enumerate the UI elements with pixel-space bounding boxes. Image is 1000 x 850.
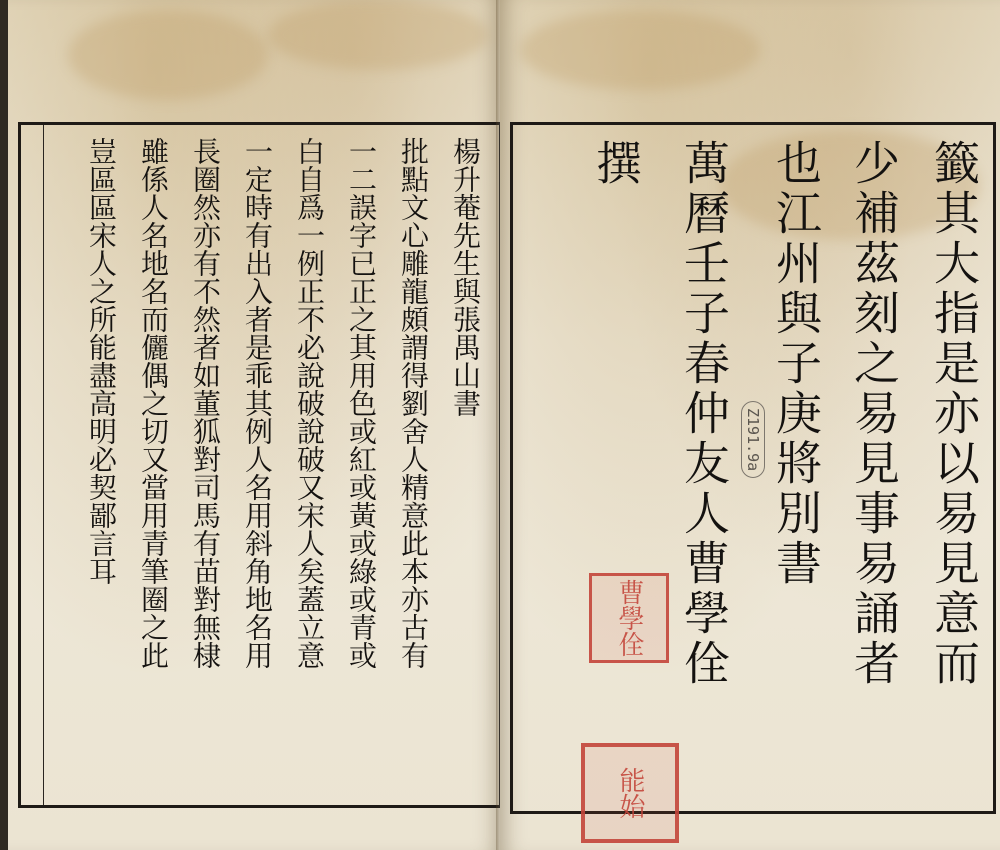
red-seal-stamp: 曹學佺 bbox=[589, 573, 669, 663]
text-column: 也江州與子庚將別書 bbox=[769, 139, 823, 589]
right-page bbox=[500, 0, 1000, 850]
text-column: 一定時有出入者是乖其例人名用斜角地名用 bbox=[241, 137, 274, 669]
water-stain bbox=[68, 10, 268, 100]
water-stain bbox=[268, 0, 488, 70]
text-column: 白自爲一例正不必說破說破又宋人矣蓋立意 bbox=[293, 137, 326, 669]
text-column: 撰 bbox=[589, 139, 643, 189]
left-page bbox=[8, 0, 500, 850]
text-column: 少補茲刻之易見事易誦者 bbox=[847, 139, 901, 689]
text-column: 楊升菴先生與張禺山書 bbox=[449, 137, 482, 417]
left-text-frame bbox=[18, 122, 500, 808]
text-column: 雖係人名地名而儷偶之切又當用青筆圈之此 bbox=[137, 137, 170, 669]
text-column: 批點文心雕龍頗謂得劉舍人精意此本亦古有 bbox=[397, 137, 430, 669]
pencil-call-number: Z191.9a bbox=[741, 401, 765, 478]
water-stain bbox=[520, 10, 760, 90]
text-column: 長圈然亦有不然者如董狐對司馬有苗對無棣 bbox=[189, 137, 222, 669]
book-edge bbox=[0, 0, 8, 850]
text-column: 籤其大指是亦以易見意而 bbox=[927, 139, 981, 689]
text-column: 一二誤字已正之其用色或紅或黃或綠或青或 bbox=[345, 137, 378, 669]
red-seal-stamp: 能始 bbox=[581, 743, 679, 843]
text-column: 萬曆壬子春仲友人曹學佺 bbox=[677, 139, 731, 689]
text-column: 豈區區宋人之所能盡高明必契鄙言耳 bbox=[85, 137, 118, 585]
frame-rule bbox=[43, 125, 44, 805]
right-text-frame bbox=[510, 122, 996, 819]
